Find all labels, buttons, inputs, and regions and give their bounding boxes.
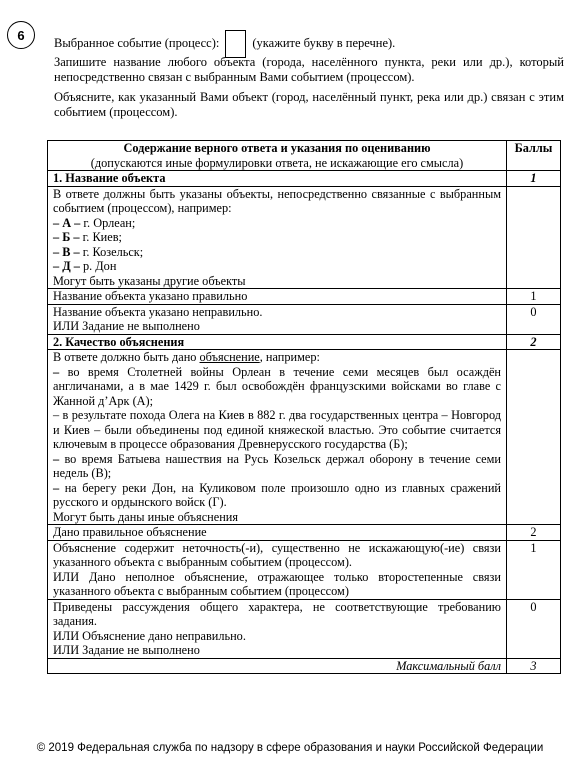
section-1-intro: В ответе должны быть указаны объекты, непосредственно связанные с выбранным событием (процессом), например: <box>53 186 501 215</box>
section-2-content-row <box>48 350 561 525</box>
event-label: Выбранное событие (процесс): <box>54 35 220 50</box>
list-item: – на берегу реки Дон, на Куликовом поле произошло одно из главных сражений русского и ордынского войск (Г). <box>53 480 501 509</box>
score-row <box>48 289 561 305</box>
criteria-table <box>47 140 561 674</box>
list-item: – А – г. Орлеан; <box>53 215 136 230</box>
section-1-row <box>48 171 561 187</box>
score-points: 1 <box>507 289 561 305</box>
score-row <box>48 525 561 541</box>
score-row <box>48 304 561 334</box>
header-sub: (допускаются иные формулировки ответа, не искажающие его смысла) <box>90 155 464 170</box>
list-item: – Д – р. Дон <box>53 259 117 273</box>
section-2-title: 2. Качество объяснения <box>48 334 507 350</box>
list-item: – во время Столетней войны Орлеан в течение семи месяцев был осаждён англичанами, а в мае 1429 г. был освобождён французскими войсками во главе с Жанной д’Арк (А); <box>53 364 501 408</box>
table-header-row <box>48 141 561 171</box>
score-criterion: Объяснение содержит неточность(-и), существенно не искажающую(-ие) связи указанного объекта с выбранным событием (процессом). ИЛИ Дано неполное объяснение, отражающее только второстепенные связи указанного объекта с выбранным событием (процессом) <box>48 540 507 599</box>
task-line-1 <box>54 30 564 58</box>
score-points: 0 <box>507 304 561 334</box>
score-row <box>48 599 561 658</box>
header-points: Баллы <box>507 141 561 171</box>
task-number-badge: 6 <box>7 21 35 49</box>
list-item: – во время Батыева нашествия на Русь Козельск держал оборону в течение семи недель (В); <box>53 451 501 480</box>
section-1-content <box>48 186 507 289</box>
header-main: Содержание верного ответа и указания по оцениванию <box>123 141 431 155</box>
list-item: – в результате похода Олега на Киев в 882 г. два государственных центра – Новгород и Киев – были объединены под единой княжеской властью. Это событие считается ключевым в процессе образования Древнерусского государства (Б); <box>53 408 501 451</box>
score-criterion: Название объекта указано правильно <box>48 289 507 305</box>
score-points: 2 <box>507 525 561 541</box>
score-points: 1 <box>507 540 561 599</box>
section-2-row <box>48 334 561 350</box>
list-item: – В – г. Козельск; <box>53 244 144 259</box>
score-row <box>48 540 561 599</box>
max-score-points: 3 <box>507 658 561 674</box>
section-1-other: Могут быть указаны другие объекты <box>53 273 246 288</box>
answer-letter-box[interactable] <box>225 30 246 58</box>
max-score-label: Максимальный балл <box>48 658 507 674</box>
score-points: 0 <box>507 599 561 658</box>
section-1-points: 1 <box>507 171 561 187</box>
section-2-intro: В ответе должно быть дано объяснение, например: <box>53 350 320 364</box>
copyright-footer: © 2019 Федеральная служба по надзору в сфере образования и науки Российской Федерации <box>36 742 544 754</box>
header-content-cell <box>48 141 507 171</box>
section-2-content <box>48 350 507 525</box>
event-hint: (укажите букву в перечне). <box>252 35 396 50</box>
section-2-points: 2 <box>507 334 561 350</box>
section-2-other: Могут быть даны иные объяснения <box>53 509 239 524</box>
score-criterion: Дано правильное объяснение <box>48 525 507 541</box>
list-item: – Б – г. Киев; <box>53 230 122 244</box>
section-1-title: 1. Название объекта <box>48 171 507 187</box>
max-score-row <box>48 658 561 674</box>
score-criterion: Приведены рассуждения общего характера, не соответствующие требованию задания. ИЛИ Объяснение дано неправильно. ИЛИ Задание не выполнено <box>48 599 507 658</box>
task-instruction-explain: Объясните, как указанный Вами объект (город, населённый пункт, река или др.) связан с этим событием (процессом). <box>54 90 564 119</box>
score-criterion: Название объекта указано неправильно. ИЛИ Задание не выполнено <box>48 304 507 334</box>
section-1-content-row <box>48 186 561 289</box>
task-instruction-object: Запишите название любого объекта (города, населённого пункта, реки или др.), который непосредственно связан с выбранным Вами событием (процессом). <box>54 55 564 84</box>
